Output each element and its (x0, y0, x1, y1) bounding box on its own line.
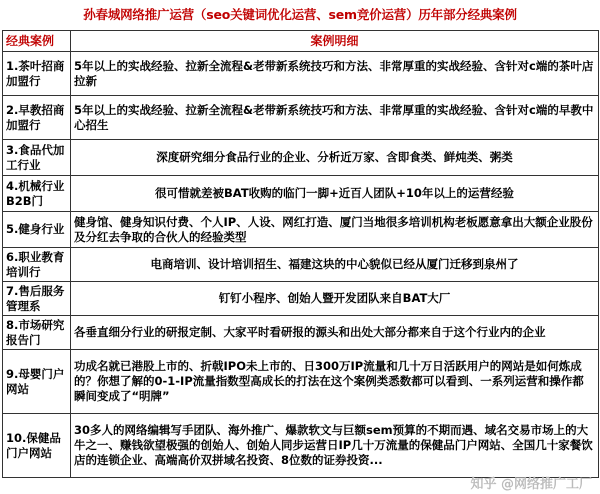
table-row (3, 140, 599, 176)
row-detail: 健身馆、健身知识付费、个人IP、人设、网红打造、厦门当地很多培训机构老板愿意拿出大额企业股份及分红去争取的合伙人的经验类型 (71, 212, 599, 248)
case-table (2, 30, 599, 478)
table-row (3, 282, 599, 316)
table-row (3, 248, 599, 282)
row-category: 8.市场研究报告门 (3, 316, 71, 350)
row-detail: 电商培训、设计培训招生、福建这块的中心貌似已经从厦门迁移到泉州了 (71, 248, 599, 282)
row-category: 2.早教招商加盟行 (3, 96, 71, 140)
table-row (3, 96, 599, 140)
row-detail: 30多人的网络编辑写手团队、海外推广、爆款软文与巨额sem预算的不期而遇、域名交易市场上的大牛之一、赚钱欲望极强的创始人、创始人同步运营日IP几十万流量的保健品门户网站、全国几十家餐饮店的连锁企业、高端高价双拼域名投资、8位数的证券投资... (71, 414, 599, 478)
header-detail: 案例明细 (71, 31, 599, 52)
row-category: 5.健身行业 (3, 212, 71, 248)
row-detail: 深度研究细分食品行业的企业、分析近万家、含即食类、鲜炖类、粥类 (71, 140, 599, 176)
row-detail: 5年以上的实战经验、拉新全流程&老带新系统技巧和方法、非常厚重的实战经验、含针对c端的早教中心招生 (71, 96, 599, 140)
table-row (3, 52, 599, 96)
row-detail: 各垂直细分行业的研报定制、大家平时看研报的源头和出处大部分都来自于这个行业内的企业 (71, 316, 599, 350)
row-category: 7.售后服务管理系 (3, 282, 71, 316)
row-detail: 5年以上的实战经验、拉新全流程&老带新系统技巧和方法、非常厚重的实战经验、含针对c端的茶叶店拉新 (71, 52, 599, 96)
row-category: 9.母婴门户网站 (3, 350, 71, 414)
table-row (3, 176, 599, 212)
row-detail: 很可惜就差被BAT收购的临门一脚+近百人团队+10年以上的运营经验 (71, 176, 599, 212)
row-detail: 功成名就已港股上市的、折戟IPO未上市的、日300万IP流量和几十万日活跃用户的网站是如何炼成的？你想了解的0-1-IP流量指数型高成长的打法在这个案例类悉数都可以看到、一系列运营和操作都瞬间变成了“明牌” (71, 350, 599, 414)
row-category: 3.食品代加工行业 (3, 140, 71, 176)
page-title: 孙春城网络推广运营（seo关键词优化运营、sem竞价运营）历年部分经典案例 (83, 7, 517, 22)
table-row (3, 350, 599, 414)
row-category: 10.保健品门户网站 (3, 414, 71, 478)
table-header-row (3, 31, 599, 52)
row-category: 4.机械行业B2B门 (3, 176, 71, 212)
header-category: 经典案例 (3, 31, 71, 52)
table-row (3, 414, 599, 478)
table-row (3, 316, 599, 350)
row-detail: 钉钉小程序、创始人暨开发团队来自BAT大厂 (71, 282, 599, 316)
table-row (3, 212, 599, 248)
zhihu-watermark: 知乎 @网络推广工厂 (470, 477, 592, 492)
row-category: 1.茶叶招商加盟行 (3, 52, 71, 96)
row-category: 6.职业教育培训行 (3, 248, 71, 282)
